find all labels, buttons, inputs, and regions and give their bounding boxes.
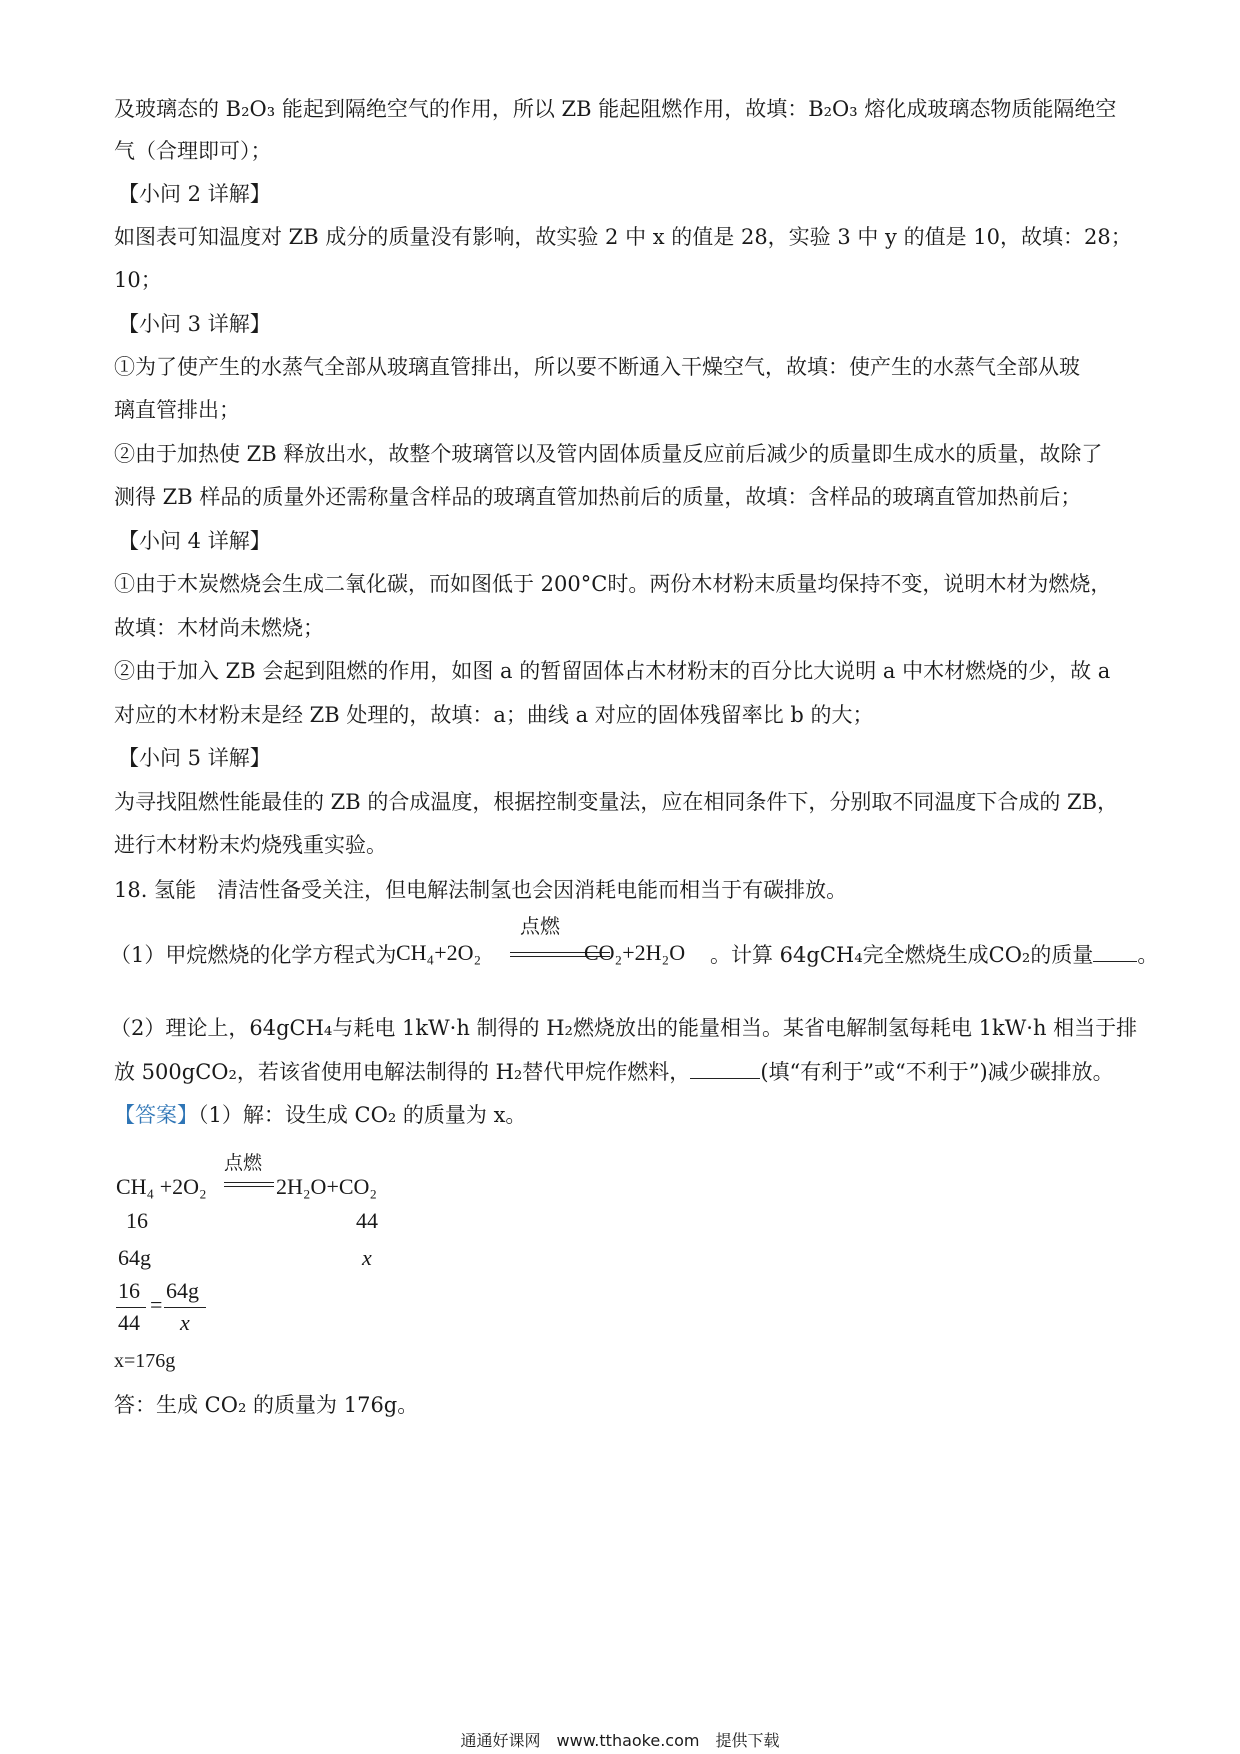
answer-line <box>114 1100 526 1130</box>
page-footer: 通通好课网 www.tthaoke.com 提供下载 <box>460 1731 780 1750</box>
question-2-line-1: （2）理论上，64gCH₄与耗电 1kW·h 制得的 H₂燃烧放出的能量相当。某省电解制氢每耗电 1kW·h 相当于排 <box>110 1016 1138 1040</box>
calc-equation-right: 2H₂O+CO₂ <box>276 1174 378 1199</box>
text-line: 对应的木材粉末是经 ZB 处理的，故填：a；曲线 a 对应的固体残留率比 b 的大； <box>114 703 874 727</box>
question-1-suffix <box>710 940 1158 970</box>
result-line: x=176g <box>114 1350 176 1372</box>
section-heading: 【小问 4 详解】 <box>118 529 271 553</box>
fraction-bar-2 <box>164 1307 206 1308</box>
text-line: 璃直管排出； <box>114 398 240 422</box>
question-1-prefix: （1）甲烷燃烧的化学方程式为 <box>110 943 397 967</box>
answer-blank <box>690 1060 760 1079</box>
unknown-mass: x <box>362 1245 372 1270</box>
calc-condition: 点燃 <box>224 1152 263 1174</box>
section-heading: 【小问 5 详解】 <box>118 746 271 770</box>
text-line: 及玻璃态的 B₂O₃ 能起到隔绝空气的作用，所以 ZB 能起阻燃作用，故填：B₂O₃ 熔化成玻璃态物质能隔绝空 <box>114 97 1117 121</box>
question-2-text: 放 500gCO₂，若该省使用电解法制得的 H₂替代甲烷作燃料， <box>114 1060 691 1084</box>
given-mass: 64g <box>118 1245 151 1270</box>
text-line: 气（合理即可）； <box>114 139 272 163</box>
text-line: ②由于加入 ZB 会起到阻燃的作用，如图 a 的暂留固体占木材粉末的百分比大说明 a 中木材燃烧的少，故 a <box>114 659 1111 683</box>
text-line: ②由于加热使 ZB 释放出水，故整个玻璃管以及管内固体质量反应前后减少的质量即生成水的质量，故除了 <box>114 442 1103 466</box>
text-line: ①由于木炭燃烧会生成二氧化碳，而如图低于 200°C时。两份木材粉末质量均保持不变，说明木材为燃烧， <box>114 572 1112 596</box>
calc-equation-left: CH₄ +2O₂ <box>116 1174 207 1199</box>
calc-double-arrow <box>224 1182 274 1187</box>
question-18: 18. 氢能 清洁性备受关注，但电解法制氢也会因消耗电能而相当于有碳排放。 <box>114 878 848 902</box>
equals-sign: = <box>150 1292 163 1317</box>
molar-mass-1: 16 <box>126 1208 148 1233</box>
final-answer: 答：生成 CO₂ 的质量为 176g。 <box>114 1393 419 1417</box>
answer-text: （1）解：设生成 CO₂ 的质量为 x。 <box>198 1103 527 1127</box>
question-2-hint: (填“有利于”或“不利于”)减少碳排放。 <box>760 1060 1114 1084</box>
fraction-numerator-1: 16 <box>118 1278 140 1303</box>
text-line: 10； <box>114 268 162 292</box>
question-2-line-2 <box>114 1057 1114 1087</box>
fraction-bar-1 <box>116 1307 146 1308</box>
answer-label: 【答案】 <box>114 1103 198 1127</box>
text-line: 故填：木材尚未燃烧； <box>114 616 324 640</box>
fraction-denominator-1: 44 <box>118 1310 140 1335</box>
text-line: 为寻找阻燃性能最佳的 ZB 的合成温度，根据控制变量法，应在相同条件下，分别取不同温度下合成的 ZB， <box>114 790 1119 814</box>
text-line: 如图表可知温度对 ZB 成分的质量没有影响，故实验 2 中 x 的值是 28，实验 3 中 y 的值是 10，故填：28； <box>114 225 1132 249</box>
section-heading: 【小问 2 详解】 <box>118 182 271 206</box>
molar-mass-2: 44 <box>356 1208 378 1233</box>
equation-right: CO₂+2H₂O <box>584 940 686 965</box>
fraction-denominator-2: x <box>180 1310 190 1335</box>
text-line: ①为了使产生的水蒸气全部从玻璃直管排出，所以要不断通入干燥空气，故填：使产生的水蒸气全部从玻 <box>114 355 1080 379</box>
question-1-end: 。 <box>1137 943 1159 967</box>
equation-condition: 点燃 <box>520 914 560 938</box>
question-1-text: 。计算 64gCH₄完全燃烧生成CO₂的质量 <box>710 943 1094 967</box>
text-line: 进行木材粉末灼烧残重实验。 <box>114 833 387 857</box>
equation-left: CH₄+2O₂ <box>396 940 482 965</box>
text-line: 测得 ZB 样品的质量外还需称量含样品的玻璃直管加热前后的质量，故填：含样品的玻璃直管加热前后； <box>114 485 1082 509</box>
answer-blank <box>1093 943 1137 962</box>
fraction-numerator-2: 64g <box>166 1278 199 1303</box>
section-heading: 【小问 3 详解】 <box>118 312 271 336</box>
